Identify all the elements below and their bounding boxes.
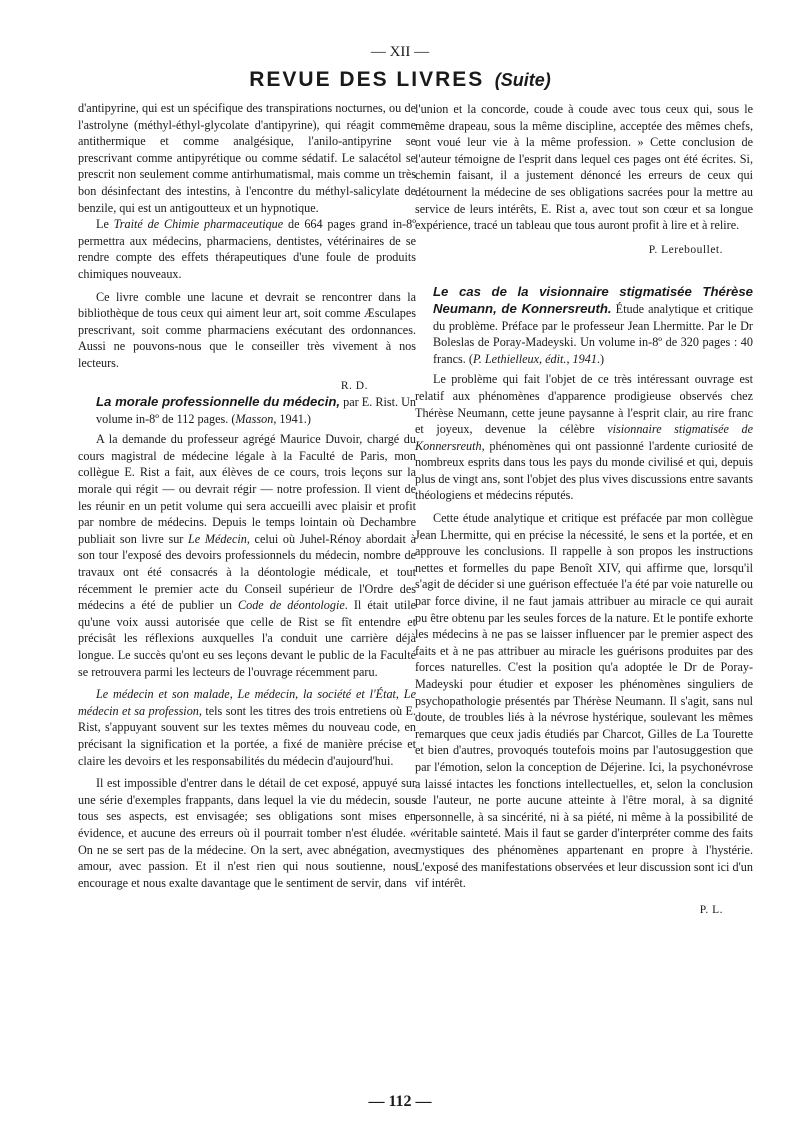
left-paragraph-2 [78,216,416,282]
right-paragraph-1: l'union et la concorde, coude à coude avec tous ceux qui, sous le même drapeau, sous la même discipline, acceptée des mêmes chefs, ont voué leur vie à la même profession. » Cette conclusion de l'auteur témoigne de l'esprit dans lequel ces pages ont été écrites. Si, chemin faisant, il a justement dénoncé les erreurs de ceux qui détournent la médecine de ses obligations sacrées pour la mettre au service de leurs intérêts, E. Rist a, avec tout son cœur et sa longue expérience, tracé un tableau que tous auront profit à lire et à relire. [415,102,753,233]
left-paragraph-5 [78,686,416,769]
review-meta-b: , 1941.) [273,411,311,426]
left-paragraph-4 [78,431,416,680]
section-title [0,68,800,92]
review3-meta-b: .) [596,351,605,366]
review-heading-neumann [415,284,753,367]
review3-publisher: P. Lethielleux, édit., 1941 [472,351,597,366]
page-number: — 112 — [368,1093,432,1110]
p4-b: , celui où Juhel-Rénoy abordait à son tour l'exposé des devoirs professionnels du médecin, nombre de travaux ont été consacrés à la déontologie médicale, et tout récemment le premier acte du Conseil supérieur de l'Ordre des médecins a été de publier un [78,531,416,613]
title-main: REVUE DES LIVRES [249,68,485,91]
book-title-code: Code de déontologie [237,598,345,613]
left-column [78,100,416,891]
left-paragraph-1: d'antipyrine, qui est un spécifique des transpirations nocturnes, ou de l'astrolyne (méthyl-éthyl-glycolate d'antipyrine), qui réagit comme antithermique et comme analgésique, l'anilo-antipyrine se prescrivant comme antipyrétique ou comme sédatif. Le salacétol se prescrit non seulement comme antirhumatismal, mais comme un très bon désinfectant des intestins, à l'encontre du méthyl-salicylate de benzile, qui est un antigoutteux et un hypnotique. [78,101,416,215]
p2-start: Le [96,217,114,232]
p4-a: A la demande du professeur agrégé Maurice Duvoir, chargé du cours magistral de médecine légale à la Faculté de Paris, mon collègue E. Rist a fait, aux élèves de ce cours, trois leçons sur la morale qui régit — ou devrait régir — notre profession. Il vient de les réunir en un petit volume qui sera accueilli avec plaisir et profit par nombre de médecins. Depuis le temps lointain où Dechambre publiait son livre sur [78,432,416,546]
right-column [415,101,753,918]
left-paragraph-6: Il est impossible d'entrer dans le détail de cet exposé, appuyé sur une série d'exemples frappants, dans lequel la vie du médecin, sous tous ses aspects, est envisagée; ses obligations sont mises en évidence, et aucune des erreurs où il pourrait tomber n'est éludée. « On ne se sert pas de la médecine. On la sert, avec abnégation, avec amour, avec passion. Et il n'est rien qui nous soutienne, nous encourage et nous exalte davantage que le sentiment de servir, dans [78,776,416,890]
p4-c: . Il était utile qu'une voix aussi autorisée que celle de Rist se fît entendre et précisât les réflexions auxquelles l'a conduit une carrière déjà longue. Le succès qu'ont eu ses leçons devant le public de la Faculté se retrouvera parmi les lecteurs de l'ouvrage récemment paru. [78,598,416,679]
signature-lereboullet: P. Lereboullet. [648,243,723,256]
p5-rest: tels sont les titres des trois entretiens où E. Rist, s'appuyant souvent sur les textes mêmes du nouveau code, en précisant la signification et la portée, a fixé de manière précise et claire les devoirs et les responsabilités du médecin d'aujourd'hui. [78,703,416,768]
book-title-traite: Traité de Chimie pharmaceutique [113,217,284,232]
review-title-morale: La morale professionnelle du médecin, [96,394,341,410]
signature-pl: P. L. [699,903,723,916]
book-title-le-medecin: Le Médecin [188,531,247,546]
p2-end: de 664 pages grand in-8º permettra aux médecins, pharmaciens, dentistes, vétérinaires de se rendre compte des effets thérapeutiques d'une foule de produits chimiques nouveaux. [78,217,416,281]
right-paragraph-2 [415,371,753,504]
review-heading-morale [78,394,416,427]
signature-rd: R. D. [340,379,368,392]
review3-meta-a: Étude analytique et critique du problème. Préface par le professeur Jean Lhermitte. Par le Dr Boleslas de Poray-Madeyski. Un volume in-8º de 320 pages : 40 francs. ( [433,301,753,366]
review-title-neumann: Le cas de la visionnaire stigmatisée Thérèse Neumann, de Konnersreuth. [433,284,753,316]
roman-page-number: — XII — [370,44,430,60]
rp2-a: Le problème qui fait l'objet de ce très intéressant ouvrage est relatif aux phénomènes d'apparence prodigieuse observés chez Thérèse Neumann, cette jeune paysanne à l'esprit clair, au rire franc et joyeux, devenue la célèbre [415,372,753,437]
visionnaire-phrase: visionnaire stigmatisée de Konnersreuth [415,422,753,453]
lecture-titles: Le médecin et son malade, Le médecin, la société et l'État, Le médecin et sa profession, [78,687,416,718]
review-meta-a: par E. Rist. Un volume in-8º de 112 pages. ( [96,395,416,426]
review-publisher: Masson [235,411,274,426]
title-suite: (Suite) [494,70,551,90]
left-paragraph-3: Ce livre comble une lacune et devrait se rencontrer dans la bibliothèque de tous ceux qui aiment leur art, soit comme Æsculapes prescrivant, soit comme pharmaciens exécutant des ordonnances. Aussi ne pouvons-nous que le conseiller très vivement à nos lecteurs. [78,289,416,370]
rp2-b: , phénomènes qui ont passionné l'ardente curiosité de nombreux esprits dans tous les pays du monde civilisé et qui, depuis plus de vingt ans, sont l'objet des plus vives discussions entre savants théologiens et médecins réputés. [415,438,754,503]
right-paragraph-3: Cette étude analytique et critique est préfacée par mon collègue Jean Lhermitte, qui en précise la nécessité, le sens et la portée, et en approuve les conclusions. Il rappelle à son propos les instructions nettes et formelles du pape Benoît XIV, qui affirme que, lorsqu'il s'agit de décider si une guérison effectuée l'a été par voie naturelle ou par force divine, il ne faut jamais attribuer au miracle ce qui aurait pu être obtenu par les seules forces de la nature. Et le pontife exhorte les médecins à ne pas se laisser influencer par le premier aspect des faits et à ne pas attribuer au miracle les guérisons produites par des forces naturelles. C'est la position qu'a adoptée le Dr de Poray-Madeyski pour étudier et exposer les phénomènes singuliers de psychopathologie présentés par Thérèse Neumann. Il s'agit, sans nul doute, de troubles liés à la névrose hystérique, soulevant les mêmes remarques que ceux jadis étudiés par Charcot, Gilles de La Tourette et bien d'autres, provoqués toutefois moins par l'autosuggestion que par l'émotion, selon la conception de Déjerine. Ici, la psychonévrose a laissé intactes les fonctions intellectuelles, et, selon la conclusion de l'auteur, ne porte aucune atteinte à l'être moral, à sa dignité personnelle, à sa sincérité, ni à sa piété, ni même à la possibilité de véritable sainteté. Mais il faut se garder d'interpréter comme des faits mystiques des phénomènes appartenant en propre à l'hystérie. L'exposé des manifestations observées et leur discussion sont ici d'un vif intérêt. [415,511,753,891]
